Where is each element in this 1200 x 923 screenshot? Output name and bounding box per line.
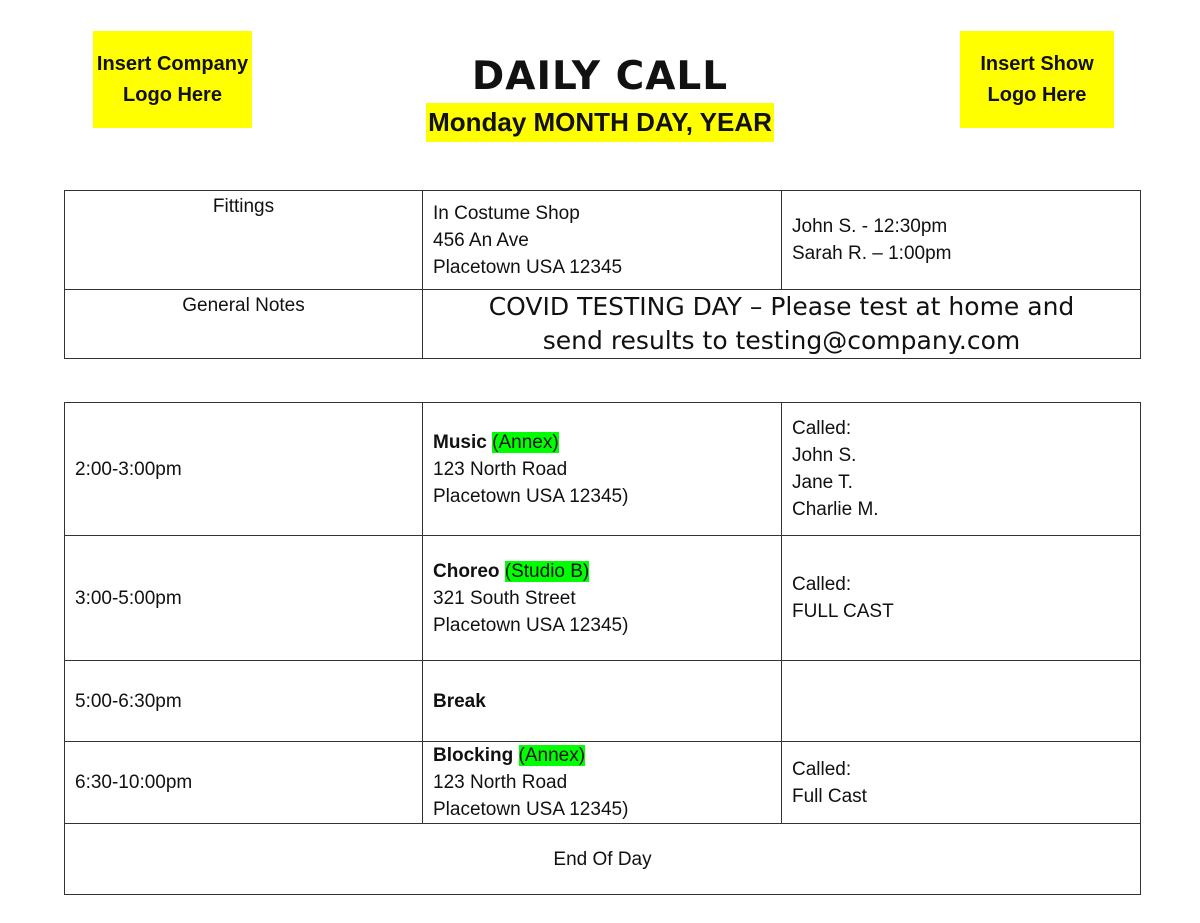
date-line xyxy=(300,103,900,142)
call-date: Monday MONTH DAY, YEAR xyxy=(426,103,774,142)
called-cell xyxy=(782,661,1141,742)
schedule-activity-cell xyxy=(423,742,782,824)
called-line: FULL CAST xyxy=(792,601,894,622)
general-notes-line: send results to testing@company.com xyxy=(542,326,1021,355)
address-line: 123 North Road xyxy=(433,458,568,480)
activity-name: Music xyxy=(433,431,487,453)
address-line: Placetown USA 12345) xyxy=(433,614,629,636)
fitting-appointment: John S. - 12:30pm xyxy=(792,216,948,237)
fittings-location-line: In Costume Shop xyxy=(433,202,580,224)
schedule-table xyxy=(64,402,1141,895)
activity-heading xyxy=(433,742,771,769)
schedule-activity-cell xyxy=(423,661,782,742)
fittings-people xyxy=(782,191,1141,290)
called-line: John S. xyxy=(792,445,857,466)
fittings-location-line: 456 An Ave xyxy=(433,229,529,251)
called-cell xyxy=(782,403,1141,536)
activity-heading xyxy=(433,429,771,456)
schedule-row xyxy=(65,661,1141,742)
address-line: 123 North Road xyxy=(433,772,568,793)
schedule-time: 3:00-5:00pm xyxy=(65,536,423,661)
address-line: Placetown USA 12345) xyxy=(433,799,629,820)
fitting-appointment: Sarah R. – 1:00pm xyxy=(792,243,952,264)
show-logo-text-line1: Insert Show xyxy=(980,52,1094,75)
address-line: 321 South Street xyxy=(433,587,576,609)
company-logo-text-line1: Insert Company xyxy=(96,52,249,75)
info-table xyxy=(64,190,1141,359)
general-notes-text xyxy=(423,290,1141,359)
fittings-location-line: Placetown USA 12345 xyxy=(433,256,623,278)
show-logo-placeholder xyxy=(960,31,1114,128)
activity-name: Break xyxy=(433,690,486,712)
schedule-time: 5:00-6:30pm xyxy=(65,661,423,742)
schedule-row xyxy=(65,536,1141,661)
fittings-label: Fittings xyxy=(65,191,423,290)
called-line: Full Cast xyxy=(792,785,867,807)
activity-heading xyxy=(433,558,771,585)
schedule-activity-cell xyxy=(423,403,782,536)
room-badge: (Annex) xyxy=(518,745,586,766)
end-of-day-row xyxy=(65,824,1141,895)
fittings-location xyxy=(423,191,782,290)
general-notes-line: COVID TESTING DAY – Please test at home and xyxy=(488,292,1075,321)
called-line: Called: xyxy=(792,574,852,595)
called-line: Charlie M. xyxy=(792,499,879,520)
room-badge: (Studio B) xyxy=(504,560,590,582)
fittings-row xyxy=(65,191,1141,290)
schedule-activity-cell xyxy=(423,536,782,661)
company-logo-text-line2: Logo Here xyxy=(123,83,222,106)
schedule-row xyxy=(65,403,1141,536)
show-logo-text-line2: Logo Here xyxy=(987,83,1087,106)
called-line: Called: xyxy=(792,418,852,439)
schedule-row xyxy=(65,742,1141,824)
called-cell xyxy=(782,536,1141,661)
activity-name: Blocking xyxy=(433,745,514,766)
called-cell xyxy=(782,742,1141,824)
general-notes-row xyxy=(65,290,1141,359)
end-of-day-label: End Of Day xyxy=(65,824,1141,895)
general-notes-label: General Notes xyxy=(65,290,423,359)
called-line: Called: xyxy=(792,758,852,780)
company-logo-placeholder xyxy=(93,31,252,128)
called-line: Jane T. xyxy=(792,472,853,493)
schedule-time: 6:30-10:00pm xyxy=(65,742,423,824)
address-line: Placetown USA 12345) xyxy=(433,485,629,507)
page-title: DAILY CALL xyxy=(471,54,729,99)
activity-name: Choreo xyxy=(433,560,500,582)
room-badge: (Annex) xyxy=(492,431,559,453)
schedule-time: 2:00-3:00pm xyxy=(65,403,423,536)
